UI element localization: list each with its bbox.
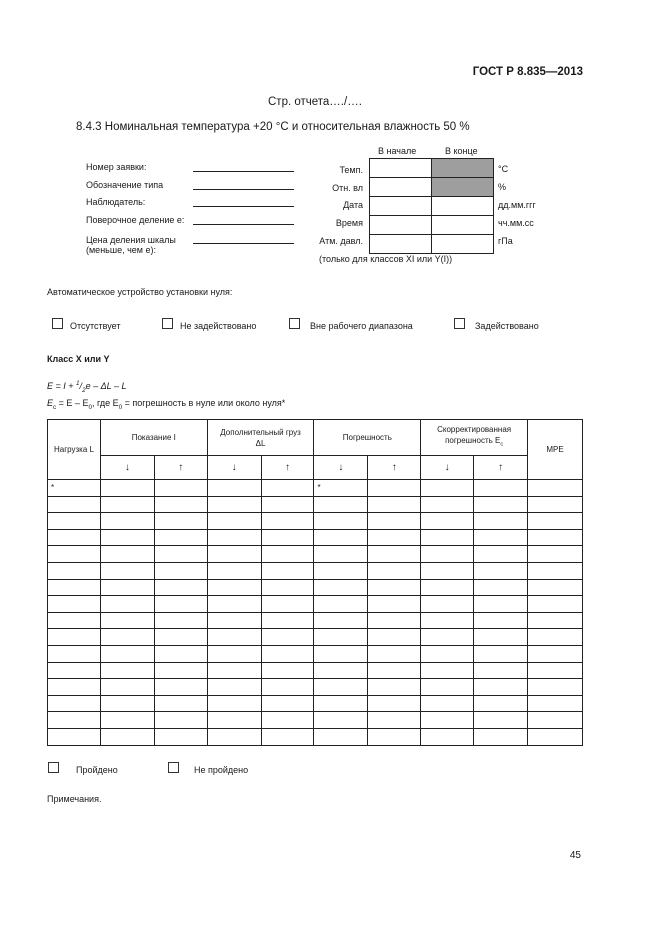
table-cell[interactable] <box>261 728 314 745</box>
table-cell[interactable] <box>261 596 314 613</box>
table-cell[interactable] <box>100 662 154 679</box>
conditions-row-label: Атм. давл. <box>319 236 363 246</box>
table-row <box>48 629 583 646</box>
table-cell[interactable] <box>100 629 154 646</box>
table-cell[interactable] <box>314 529 368 546</box>
table-cell[interactable] <box>261 695 314 712</box>
conditions-note: (только для классов XI или Y(I)) <box>319 254 453 264</box>
table-cell[interactable] <box>421 579 474 596</box>
table-cell[interactable] <box>528 529 583 546</box>
table-row <box>48 679 583 696</box>
arrow-down: ↓ <box>100 456 154 480</box>
conditions-row-label: Отн. вл <box>332 183 363 193</box>
table-cell[interactable] <box>474 480 528 497</box>
table-cell[interactable] <box>207 496 261 513</box>
table-cell[interactable] <box>261 546 314 563</box>
table-cell[interactable] <box>48 579 101 596</box>
header-mpe: МРЕ <box>528 420 583 480</box>
table-cell[interactable] <box>368 596 421 613</box>
table-cell[interactable] <box>207 480 261 497</box>
conditions-col-start: В начале <box>378 146 417 156</box>
table-cell[interactable] <box>368 679 421 696</box>
checkbox-passed[interactable] <box>48 762 59 773</box>
arrow-down: ↓ <box>421 456 474 480</box>
table-row <box>48 529 583 546</box>
header-load: Нагрузка L <box>48 420 101 480</box>
table-cell[interactable] <box>154 496 207 513</box>
table-cell[interactable] <box>314 662 368 679</box>
table-cell[interactable] <box>474 629 528 646</box>
table-cell[interactable] <box>100 596 154 613</box>
table-cell[interactable] <box>207 513 261 530</box>
temp-start-cell[interactable] <box>370 159 432 178</box>
table-cell[interactable] <box>207 712 261 729</box>
table-cell[interactable] <box>48 496 101 513</box>
table-cell[interactable] <box>421 480 474 497</box>
table-cell[interactable] <box>100 645 154 662</box>
table-cell[interactable] <box>368 662 421 679</box>
table-cell[interactable] <box>421 712 474 729</box>
conditions-row-label: Темп. <box>339 165 363 175</box>
conditions-unit: дд.мм.ггг <box>498 200 536 210</box>
humidity-start-cell[interactable] <box>370 178 432 197</box>
table-row <box>48 662 583 679</box>
arrow-up: ↑ <box>474 456 528 480</box>
table-cell[interactable] <box>154 480 207 497</box>
conditions-unit: гПа <box>498 236 513 246</box>
table-cell[interactable] <box>100 496 154 513</box>
table-cell[interactable] <box>48 513 101 530</box>
table-cell[interactable] <box>314 679 368 696</box>
table-cell[interactable] <box>154 513 207 530</box>
table-row <box>48 579 583 596</box>
table-cell[interactable]: * <box>314 480 368 497</box>
table-cell[interactable] <box>421 596 474 613</box>
conditions-unit: % <box>498 182 507 192</box>
table-cell[interactable] <box>474 645 528 662</box>
header-corrected-error: Скорректированная погрешность $E_c$ <box>421 420 528 456</box>
table-cell[interactable] <box>314 513 368 530</box>
table-cell[interactable] <box>48 662 101 679</box>
temp-end-cell <box>432 159 494 178</box>
table-cell[interactable] <box>314 645 368 662</box>
document-header: ГОСТ Р 8.835—2013 <box>472 66 583 78</box>
table-cell[interactable] <box>314 712 368 729</box>
table-cell[interactable] <box>528 579 583 596</box>
table-cell[interactable] <box>474 695 528 712</box>
table-cell[interactable] <box>100 612 154 629</box>
arrow-down: ↓ <box>207 456 261 480</box>
table-cell[interactable] <box>474 513 528 530</box>
results-table <box>47 419 583 746</box>
option-engaged: Задействовано <box>475 321 539 331</box>
table-row <box>48 728 583 745</box>
result-passed-label: Пройдено <box>76 765 118 775</box>
table-cell[interactable] <box>154 529 207 546</box>
table-row <box>48 612 583 629</box>
field-label-request-number: Номер заявки: <box>86 162 147 172</box>
table-cell[interactable] <box>368 496 421 513</box>
checkbox-absent[interactable] <box>52 318 63 329</box>
table-cell[interactable] <box>48 546 101 563</box>
table-cell[interactable] <box>368 529 421 546</box>
arrow-up: ↑ <box>154 456 207 480</box>
table-cell[interactable] <box>314 546 368 563</box>
table-cell[interactable] <box>154 645 207 662</box>
result-failed-label: Не пройдено <box>194 765 249 775</box>
table-cell[interactable] <box>261 496 314 513</box>
table-cell[interactable]: * <box>48 480 101 497</box>
field-line-request-number[interactable] <box>193 171 294 172</box>
table-row <box>48 645 583 662</box>
report-page-reference: Стр. отчета…./…. <box>268 96 362 108</box>
table-cell[interactable] <box>421 529 474 546</box>
table-cell[interactable] <box>154 629 207 646</box>
table-row <box>48 513 583 530</box>
table-cell[interactable] <box>100 513 154 530</box>
field-label-verification-division: Поверочное деление е: <box>86 215 185 225</box>
table-cell[interactable] <box>528 480 583 497</box>
table-cell[interactable] <box>421 679 474 696</box>
table-cell[interactable] <box>368 645 421 662</box>
table-cell[interactable] <box>100 529 154 546</box>
table-cell[interactable] <box>368 546 421 563</box>
table-cell[interactable] <box>368 728 421 745</box>
table-cell[interactable] <box>261 645 314 662</box>
table-cell[interactable] <box>261 712 314 729</box>
table-cell[interactable] <box>207 612 261 629</box>
table-cell[interactable] <box>421 546 474 563</box>
option-not-engaged: Не задействовано <box>180 321 257 331</box>
table-cell[interactable] <box>261 480 314 497</box>
table-cell[interactable] <box>100 679 154 696</box>
table-cell[interactable] <box>528 645 583 662</box>
date-end-cell[interactable] <box>432 197 494 216</box>
table-cell[interactable] <box>421 513 474 530</box>
table-cell[interactable] <box>314 612 368 629</box>
option-absent: Отсутствует <box>70 321 121 331</box>
table-cell[interactable] <box>421 496 474 513</box>
table-cell[interactable] <box>154 612 207 629</box>
table-cell[interactable] <box>528 496 583 513</box>
time-start-cell[interactable] <box>370 216 432 235</box>
table-cell[interactable] <box>421 645 474 662</box>
page-number: 45 <box>569 850 581 861</box>
formula-corrected-error: $E_c = E - E_0$, где $E_0$ = погрешность в нуле или около нуля* <box>47 398 286 411</box>
field-label-scale-interval-note: (меньше, чем е): <box>86 245 156 255</box>
table-cell[interactable] <box>314 629 368 646</box>
time-end-cell[interactable] <box>432 216 494 235</box>
field-label-scale-interval: Цена деления шкалы <box>86 235 176 245</box>
conditions-row-label: Дата <box>343 200 363 210</box>
table-cell[interactable] <box>528 612 583 629</box>
table-cell[interactable] <box>207 695 261 712</box>
table-cell[interactable] <box>314 596 368 613</box>
table-row <box>48 695 583 712</box>
table-cell[interactable] <box>100 728 154 745</box>
table-cell[interactable] <box>154 562 207 579</box>
table-row <box>48 712 583 729</box>
table-cell[interactable] <box>100 562 154 579</box>
arrow-up: ↑ <box>368 456 421 480</box>
table-cell[interactable] <box>368 695 421 712</box>
table-cell[interactable] <box>474 728 528 745</box>
table-row <box>48 562 583 579</box>
table-cell[interactable] <box>261 579 314 596</box>
table-cell[interactable] <box>100 712 154 729</box>
table-cell[interactable] <box>100 480 154 497</box>
table-cell[interactable] <box>528 695 583 712</box>
zero-device-title: Автоматическое устройство установки нуля: <box>47 287 233 297</box>
table-cell[interactable] <box>528 679 583 696</box>
conditions-table <box>369 158 494 254</box>
table-cell[interactable] <box>421 662 474 679</box>
table-cell[interactable] <box>314 695 368 712</box>
conditions-col-end: В конце <box>445 146 478 156</box>
table-cell[interactable] <box>474 596 528 613</box>
formula-error: $E = I + ^1/_2e - \Delta L - L$ <box>47 380 127 394</box>
table-row <box>48 496 583 513</box>
table-cell[interactable] <box>207 645 261 662</box>
table-cell[interactable] <box>474 496 528 513</box>
table-cell[interactable] <box>528 513 583 530</box>
pressure-end-cell[interactable] <box>432 235 494 254</box>
table-cell[interactable] <box>207 579 261 596</box>
table-cell[interactable] <box>100 695 154 712</box>
table-cell[interactable] <box>528 546 583 563</box>
table-cell[interactable] <box>261 612 314 629</box>
table-cell[interactable] <box>154 679 207 696</box>
table-cell[interactable] <box>314 562 368 579</box>
table-row <box>48 546 583 563</box>
table-cell[interactable] <box>48 612 101 629</box>
table-row <box>48 480 583 497</box>
table-cell[interactable] <box>154 662 207 679</box>
field-label-observer: Наблюдатель: <box>86 197 146 207</box>
table-cell[interactable] <box>154 695 207 712</box>
table-row <box>48 596 583 613</box>
table-cell[interactable] <box>528 596 583 613</box>
table-cell[interactable] <box>474 662 528 679</box>
header-indication: Показание I <box>100 420 207 456</box>
table-cell[interactable] <box>368 562 421 579</box>
table-cell[interactable] <box>474 579 528 596</box>
table-cell[interactable] <box>207 728 261 745</box>
table-cell[interactable] <box>474 546 528 563</box>
checkbox-not-engaged[interactable] <box>162 318 173 329</box>
table-cell[interactable] <box>154 712 207 729</box>
table-cell[interactable] <box>154 728 207 745</box>
field-line-observer[interactable] <box>193 206 294 207</box>
table-cell[interactable] <box>154 596 207 613</box>
table-cell[interactable] <box>207 662 261 679</box>
table-cell[interactable] <box>368 513 421 530</box>
table-cell[interactable] <box>368 579 421 596</box>
table-cell[interactable] <box>528 629 583 646</box>
table-cell[interactable] <box>48 562 101 579</box>
table-cell[interactable] <box>474 712 528 729</box>
table-cell[interactable] <box>421 695 474 712</box>
field-line-type[interactable] <box>193 189 294 190</box>
table-cell[interactable] <box>368 712 421 729</box>
header-additional-load: Дополнительный груз ΔL <box>207 420 314 456</box>
table-cell[interactable] <box>207 546 261 563</box>
table-cell[interactable] <box>528 662 583 679</box>
date-start-cell[interactable] <box>370 197 432 216</box>
table-cell[interactable] <box>207 562 261 579</box>
table-cell[interactable] <box>48 679 101 696</box>
table-cell[interactable] <box>48 728 101 745</box>
table-cell[interactable] <box>207 529 261 546</box>
table-cell[interactable] <box>421 562 474 579</box>
conditions-unit: °С <box>498 164 509 174</box>
field-line-scale-interval[interactable] <box>193 243 294 244</box>
table-cell[interactable] <box>421 629 474 646</box>
field-label-type: Обозначение типа <box>86 180 164 190</box>
class-heading: Класс X или Y <box>47 354 110 364</box>
checkbox-out-of-range[interactable] <box>289 318 300 329</box>
table-cell[interactable] <box>474 562 528 579</box>
arrow-down: ↓ <box>314 456 368 480</box>
table-cell[interactable] <box>154 546 207 563</box>
table-cell[interactable] <box>421 612 474 629</box>
table-cell[interactable] <box>261 679 314 696</box>
checkbox-failed[interactable] <box>168 762 179 773</box>
table-cell[interactable] <box>528 728 583 745</box>
table-cell[interactable] <box>48 596 101 613</box>
table-cell[interactable] <box>48 529 101 546</box>
option-out-of-range: Вне рабочего диапазона <box>310 321 413 331</box>
table-cell[interactable] <box>474 612 528 629</box>
table-cell[interactable] <box>314 496 368 513</box>
section-title: 8.4.3 Номинальная температура +20 °С и относительная влажность 50 % <box>76 121 470 133</box>
table-cell[interactable] <box>100 546 154 563</box>
table-cell[interactable] <box>528 712 583 729</box>
header-error: Погрешность <box>314 420 421 456</box>
table-cell[interactable] <box>48 712 101 729</box>
conditions-unit: чч.мм.сс <box>498 218 534 228</box>
table-cell[interactable] <box>100 579 154 596</box>
arrow-up: ↑ <box>261 456 314 480</box>
table-cell[interactable] <box>207 679 261 696</box>
table-cell[interactable] <box>261 529 314 546</box>
table-cell[interactable] <box>261 662 314 679</box>
table-cell[interactable] <box>528 562 583 579</box>
notes-label: Примечания. <box>47 794 102 804</box>
table-cell[interactable] <box>261 629 314 646</box>
humidity-end-cell <box>432 178 494 197</box>
table-cell[interactable] <box>261 513 314 530</box>
table-cell[interactable] <box>48 695 101 712</box>
table-cell[interactable] <box>314 579 368 596</box>
table-cell[interactable] <box>261 562 314 579</box>
field-line-verification-division[interactable] <box>193 224 294 225</box>
table-cell[interactable] <box>421 728 474 745</box>
table-cell[interactable] <box>314 728 368 745</box>
table-cell[interactable] <box>48 645 101 662</box>
pressure-start-cell[interactable] <box>370 235 432 254</box>
table-cell[interactable] <box>474 529 528 546</box>
table-cell[interactable] <box>207 629 261 646</box>
table-cell[interactable] <box>474 679 528 696</box>
checkbox-engaged[interactable] <box>454 318 465 329</box>
table-cell[interactable] <box>368 612 421 629</box>
table-cell[interactable] <box>207 596 261 613</box>
table-cell[interactable] <box>368 629 421 646</box>
table-cell[interactable] <box>48 629 101 646</box>
conditions-row-label: Время <box>335 218 363 228</box>
table-cell[interactable] <box>368 480 421 497</box>
table-cell[interactable] <box>154 579 207 596</box>
